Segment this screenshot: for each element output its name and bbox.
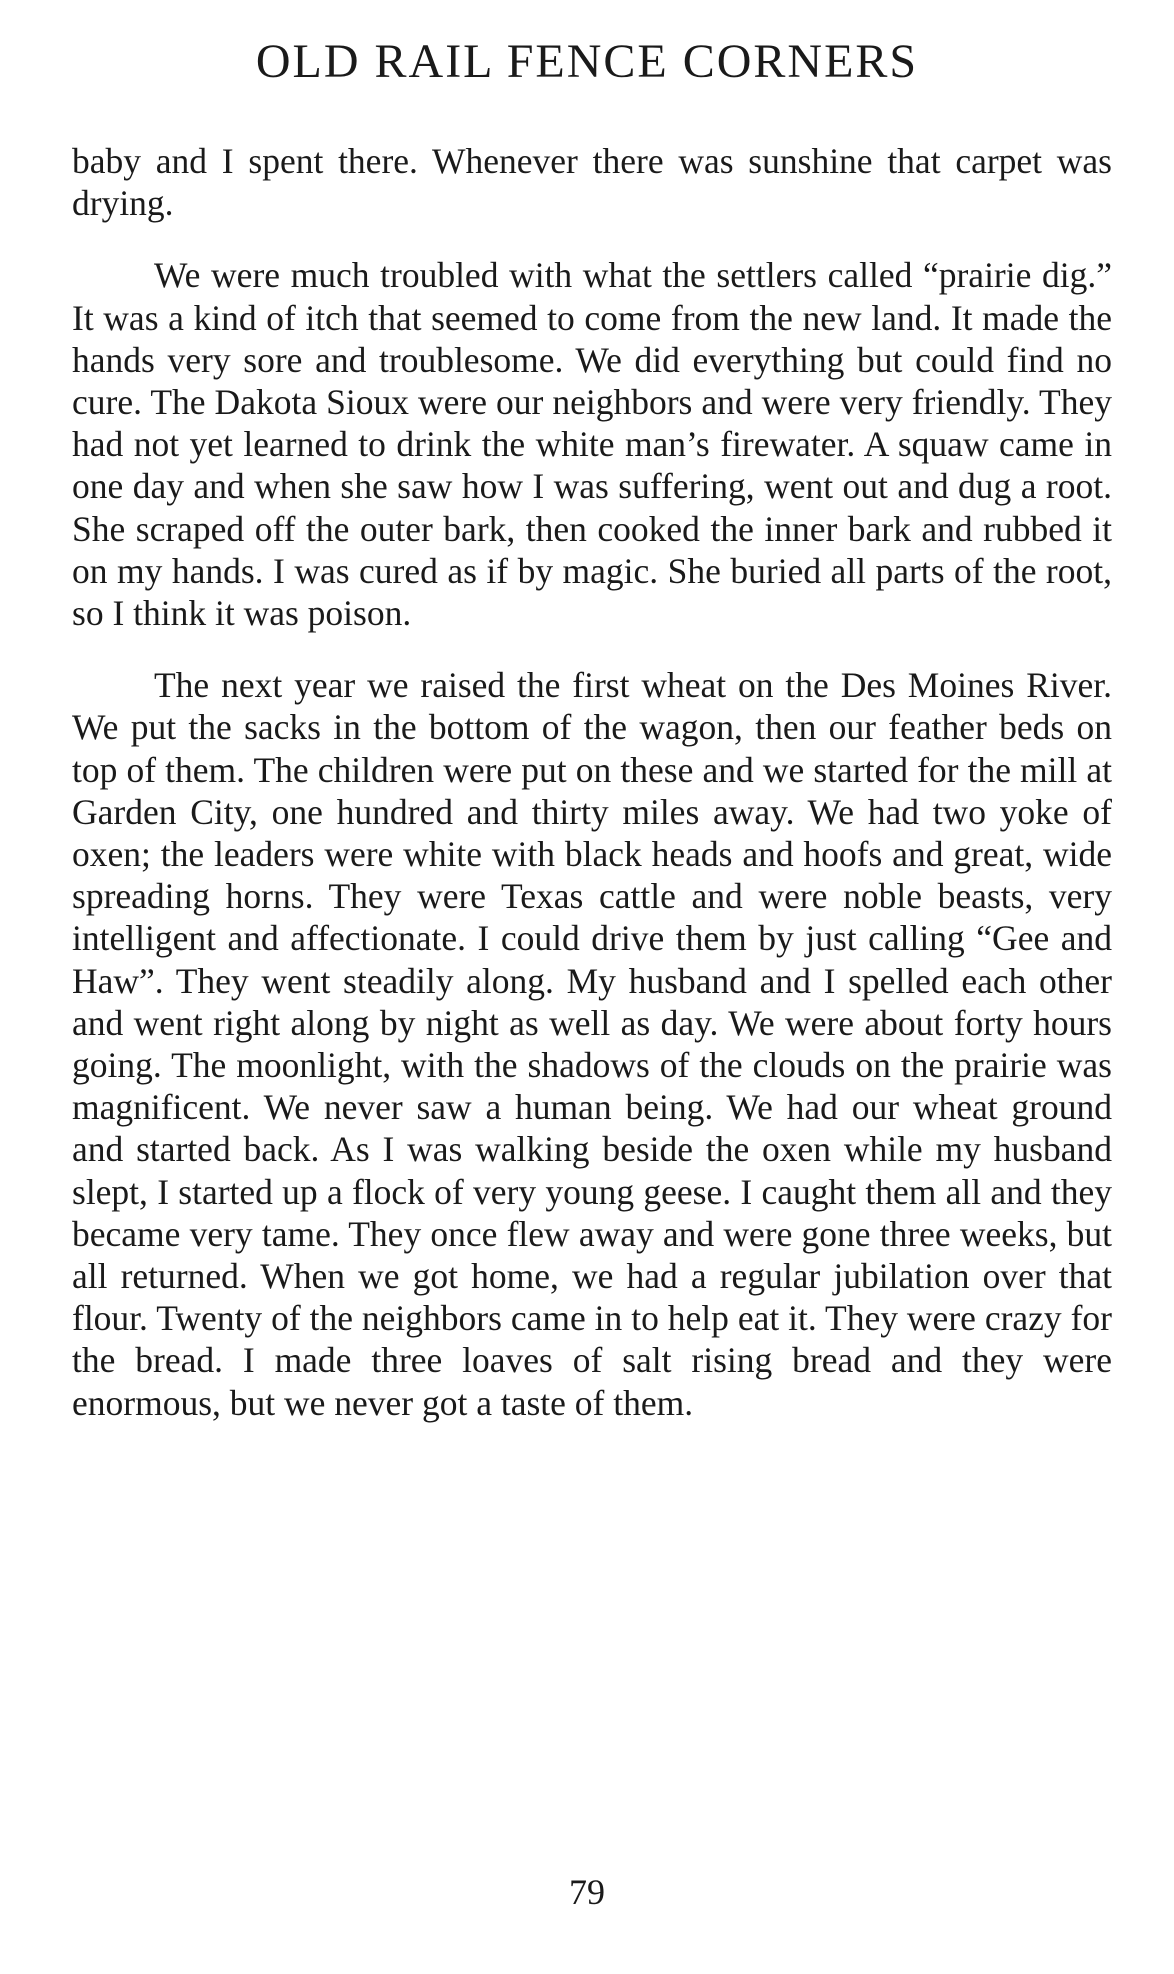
paragraph-continued: baby and I spent there. Whenever there was sunshine that carpet was drying.: [72, 141, 1112, 224]
body-text: [72, 140, 1112, 1424]
paragraph-prairie-dig: We were much troubled with what the settlers called “prairie dig.” It was a kind of itch that seemed to come from the new land. It made the hands very sore and troublesome. We did everything but could find no cure. The Dakota Sioux were our neighbors and were very friendly. They had not yet learned to drink the white man’s firewater. A squaw came in one day and when she saw how I was suffering, went out and dug a root. She scraped off the outer bark, then cooked the inner bark and rubbed it on my hands. I was cured as if by magic. She buried all parts of the root, so I think it was poison.: [72, 255, 1112, 634]
paragraph-first-wheat: The next year we raised the first wheat on the Des Moines River. We put the sacks in the bottom of the wagon, then our feather beds on top of them. The children were put on these and we started for the mill at Garden City, one hundred and thirty miles away. We had two yoke of oxen; the leaders were white with black heads and hoofs and great, wide spreading horns. They were Texas cattle and were noble beasts, very intelligent and affectionate. I could drive them by just calling “Gee and Haw”. They went steadily along. My husband and I spelled each other and went right along by night as well as day. We were about forty hours going. The moonlight, with the shadows of the clouds on the prairie was magnificent. We never saw a human being. We had our wheat ground and started back. As I was walking beside the oxen while my husband slept, I started up a flock of very young geese. I caught them all and they became very tame. They once flew away and were gone three weeks, but all returned. When we got home, we had a regular jubilation over that flour. Twenty of the neighbors came in to help eat it. They were crazy for the bread. I made three loaves of salt rising bread and they were enormous, but we never got a taste of them.: [72, 665, 1112, 1423]
page-number: 79: [569, 1872, 605, 1912]
running-head: OLD RAIL FENCE CORNERS: [255, 35, 919, 88]
